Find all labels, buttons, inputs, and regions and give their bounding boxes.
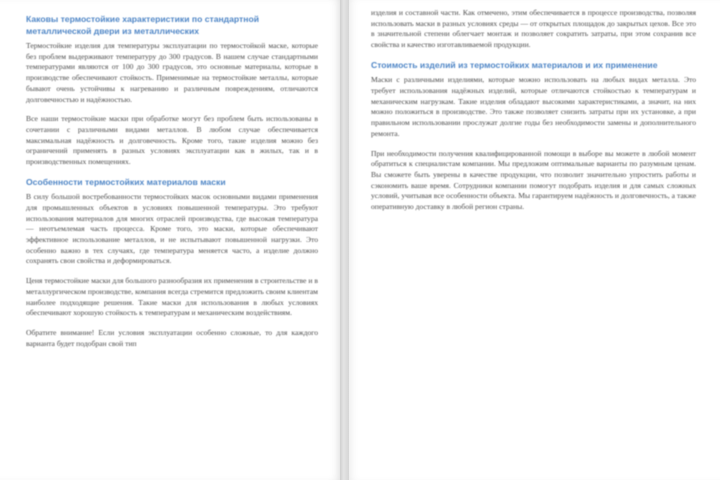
right-paragraph-2: Маски с различными изделиями, которые можно использовать на любых видах металла. Это требует использования надёжных изделий, которые отличаются стойкостью к температурам и механическим нагрузкам. Такие изделия обладают высокими характеристиками, а значит, на них можно положиться в производстве. Это также позволяет снизить затраты при их установке, а при правильном использовании прослужат долгие годы без необходимости замены и дополнительного ремонта. [371,75,696,138]
right-heading-1: Стоимость изделий из термостойких материалов и их применение [371,59,658,70]
left-paragraph-4: Ценя термостойкие маски для большого разнообразия их применения в строительстве и в металлургическом производстве, компания всегда стремится предложить своим клиентам наиболее подходящие решения. Такие маски для использования в любых условиях обеспечивают хорошую стойкость к температурам и механическим воздействиям. [26,276,318,318]
left-paragraph-2: Все наши термостойкие маски при обработке могут без проблем быть использованы в сочетании с различными видами металлов. В любом случае обеспечивается максимальная надёжность и долговечность. Кроме того, такие изделия можно без ограничений применять в разных условиях эксплуатации как в жилых, так и в производственных помещениях. [26,114,318,167]
left-page [0,0,340,480]
left-paragraph-5: Обратите внимание! Если условия эксплуатации особенно сложные, то для каждого варианта будет подобран свой тип [26,327,318,348]
left-heading-2: Особенности термостойких материалов маски [26,176,226,187]
left-paragraph-3: В силу большой востребованности термостойких масок основными видами применения для промышленных объектов в условиях повышенной температуры. Это требуют использования материалов для многих отраслей производства, где высокая температура — неотъемлемая часть процесса. Кроме того, это маски, которые обеспечивают эффективное использование металлов, и не испытывают повышенной нагрузки. Это особенно важно в тех случаях, где температура меняется часто, а изделие должно сохранять свои свойства и деформироваться. [26,192,318,266]
left-heading-1: Каковы термостойкие характеристики по стандартной металлической двери из металлических [26,14,259,36]
right-page [349,0,720,480]
left-paragraph-1: Термостойкие изделия для температуры эксплуатации по термостойкой маске, которые без проблем выдерживают температуру до 300 градусов. В нашем случае стандартными температурами являются от 100 до 300 градусов, это основные материалы, которые в производстве обеспечивают стойкость. Применимые на термостойкие металлы, которые бывают очень устойчивы к нагреванию и различным повреждениям, отличаются долговечностью и надёжностью. [26,41,318,104]
right-paragraph-3: При необходимости получения квалифицированной помощи в выборе вы можете в любой момент обратиться к специалистам компании. Мы предложим оптимальные варианты по разумным ценам. Вы сможете быть уверены в качестве продукции, что позволит значительно упростить работы и сэкономить ваше время. Сотрудники компании помогут подобрать изделия и для самых сложных условий, учитывая все особенности объекта. Мы гарантируем надёжность и долговечность, а также оперативную доставку в любой регион страны. [371,148,696,212]
page-gutter [340,0,349,480]
right-paragraph-1: изделия и составной части. Как отмечено, этим обеспечивается в процессе производства, позволяя использовать маски в разных условиях среды — от открытых площадок до закрытых цехов. Все это в значительной степени облегчает монтаж и позволяет сократить затраты, при этом сохранив все свойства и качество изготавливаемой продукции. [371,8,696,50]
